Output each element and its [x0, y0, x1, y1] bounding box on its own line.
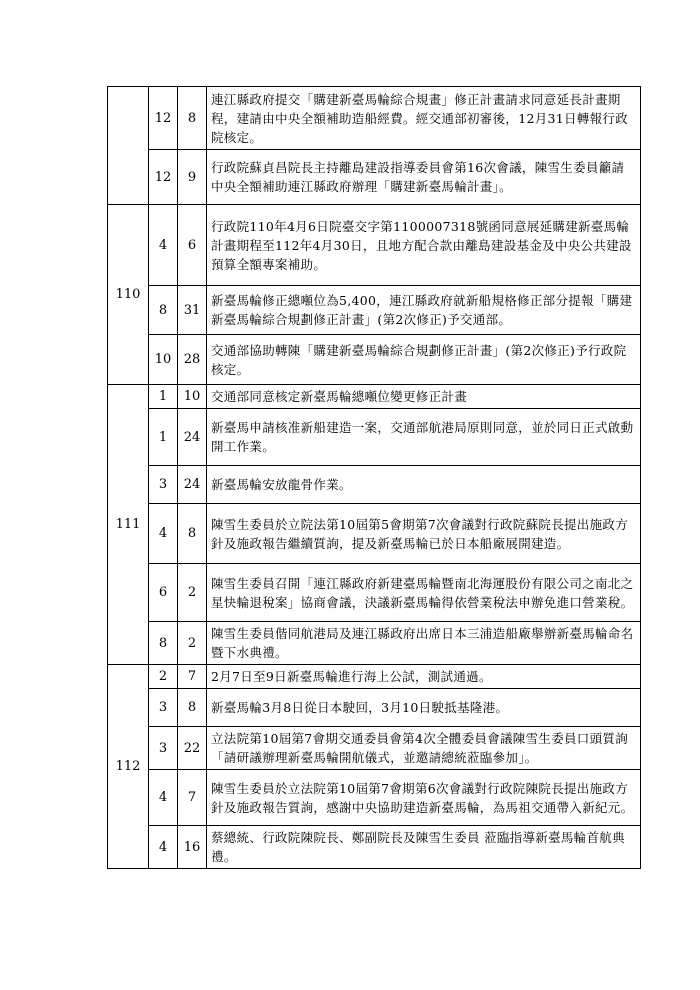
- day-cell: 31: [178, 286, 207, 335]
- table-row: [108, 205, 641, 286]
- month-cell: 8: [149, 622, 178, 665]
- month-cell: 8: [149, 286, 178, 335]
- table-row: [108, 826, 641, 869]
- month-cell: 10: [149, 335, 178, 385]
- event-cell: 新臺馬輪3月8日從日本駛回，3月10日駛抵基隆港。: [207, 689, 641, 727]
- event-cell: 陳雪生委員於立院法第10屆第5會期第7次會議對行政院蘇院長提出施政方針及施政報告繼續質詢，提及新臺馬輪已於日本船廠展開建造。: [207, 504, 641, 564]
- month-cell: 12: [149, 87, 178, 150]
- month-cell: 3: [149, 689, 178, 727]
- event-cell: 連江縣政府提交「購建新臺馬輪綜合規畫」修正計畫請求同意延長計畫期程，建請由中央全額補助造船經費。經交通部初審後，12月31日轉報行政院核定。: [207, 87, 641, 150]
- day-cell: 7: [178, 665, 207, 689]
- table-row: [108, 770, 641, 826]
- day-cell: 10: [178, 385, 207, 409]
- table-row: [108, 564, 641, 622]
- table-row: [108, 385, 641, 409]
- event-cell: 行政院蘇貞昌院長主持離島建設指導委員會第16次會議，陳雪生委員籲請中央全額補助連江縣政府辦理「購建新臺馬輪計畫」。: [207, 150, 641, 205]
- event-cell: 新臺馬輪修正總噸位為5,400，連江縣政府就新船規格修正部分提報「購建新臺馬輪綜合規劃修正計畫」(第2次修正)予交通部。: [207, 286, 641, 335]
- table-row: [108, 689, 641, 727]
- event-cell: 交通部同意核定新臺馬輪總噸位變更修正計畫: [207, 385, 641, 409]
- year-cell: 110: [108, 205, 149, 385]
- month-cell: 4: [149, 826, 178, 869]
- year-cell: 111: [108, 385, 149, 665]
- day-cell: 9: [178, 150, 207, 205]
- event-cell: 新臺馬申請核准新船建造一案，交通部航港局原則同意，並於同日正式啟動開工作業。: [207, 409, 641, 466]
- event-cell: 陳雪生委員偕同航港局及連江縣政府出席日本三浦造船廠舉辦新臺馬輪命名暨下水典禮。: [207, 622, 641, 665]
- day-cell: 6: [178, 205, 207, 286]
- event-cell: 交通部協助轉陳「購建新臺馬輪綜合規劃修正計畫」(第2次修正)予行政院核定。: [207, 335, 641, 385]
- year-cell: 112: [108, 665, 149, 869]
- day-cell: 22: [178, 727, 207, 770]
- event-cell: 蔡總統、行政院陳院長、鄭副院長及陳雪生委員 蒞臨指導新臺馬輪首航典禮。: [207, 826, 641, 869]
- year-cell: [108, 87, 149, 205]
- table-row: [108, 504, 641, 564]
- month-cell: 2: [149, 665, 178, 689]
- month-cell: 4: [149, 770, 178, 826]
- month-cell: 3: [149, 466, 178, 504]
- table-row: [108, 727, 641, 770]
- table-row: [108, 87, 641, 150]
- table-row: [108, 665, 641, 689]
- day-cell: 8: [178, 689, 207, 727]
- day-cell: 24: [178, 409, 207, 466]
- day-cell: 2: [178, 622, 207, 665]
- table-row: [108, 466, 641, 504]
- month-cell: 1: [149, 385, 178, 409]
- table-row: [108, 409, 641, 466]
- event-cell: 陳雪生委員召開「連江縣政府新建臺馬輪暨南北海運股份有限公司之南北之星快輪退稅案」協商會議，決議新臺馬輪得依營業稅法申辦免進口營業稅。: [207, 564, 641, 622]
- chronology-body: [108, 87, 641, 869]
- day-cell: 24: [178, 466, 207, 504]
- chronology-table: [107, 86, 641, 869]
- month-cell: 6: [149, 564, 178, 622]
- table-row: [108, 150, 641, 205]
- table-row: [108, 622, 641, 665]
- month-cell: 1: [149, 409, 178, 466]
- day-cell: 16: [178, 826, 207, 869]
- event-cell: 2月7日至9日新臺馬輪進行海上公試，測試通過。: [207, 665, 641, 689]
- event-cell: 新臺馬輪安放龍骨作業。: [207, 466, 641, 504]
- month-cell: 4: [149, 504, 178, 564]
- day-cell: 2: [178, 564, 207, 622]
- table-row: [108, 286, 641, 335]
- day-cell: 7: [178, 770, 207, 826]
- month-cell: 12: [149, 150, 178, 205]
- event-cell: 行政院110年4月6日院臺交字第1100007318號函同意展延購建新臺馬輪計畫期程至112年4月30日，且地方配合款由離島建設基金及中央公共建設預算全額專案補助。: [207, 205, 641, 286]
- event-cell: 立法院第10屆第7會期交通委員會第4次全體委員會議陳雪生委員口頭質詢「請研議辦理新臺馬輪開航儀式，並邀請總統蒞臨參加」。: [207, 727, 641, 770]
- event-cell: 陳雪生委員於立法院第10屆第7會期第6次會議對行政院陳院長提出施政方針及施政報告質詢，感謝中央協助建造新臺馬輪，為馬祖交通帶入新紀元。: [207, 770, 641, 826]
- day-cell: 8: [178, 504, 207, 564]
- table-row: [108, 335, 641, 385]
- day-cell: 28: [178, 335, 207, 385]
- month-cell: 4: [149, 205, 178, 286]
- day-cell: 8: [178, 87, 207, 150]
- month-cell: 3: [149, 727, 178, 770]
